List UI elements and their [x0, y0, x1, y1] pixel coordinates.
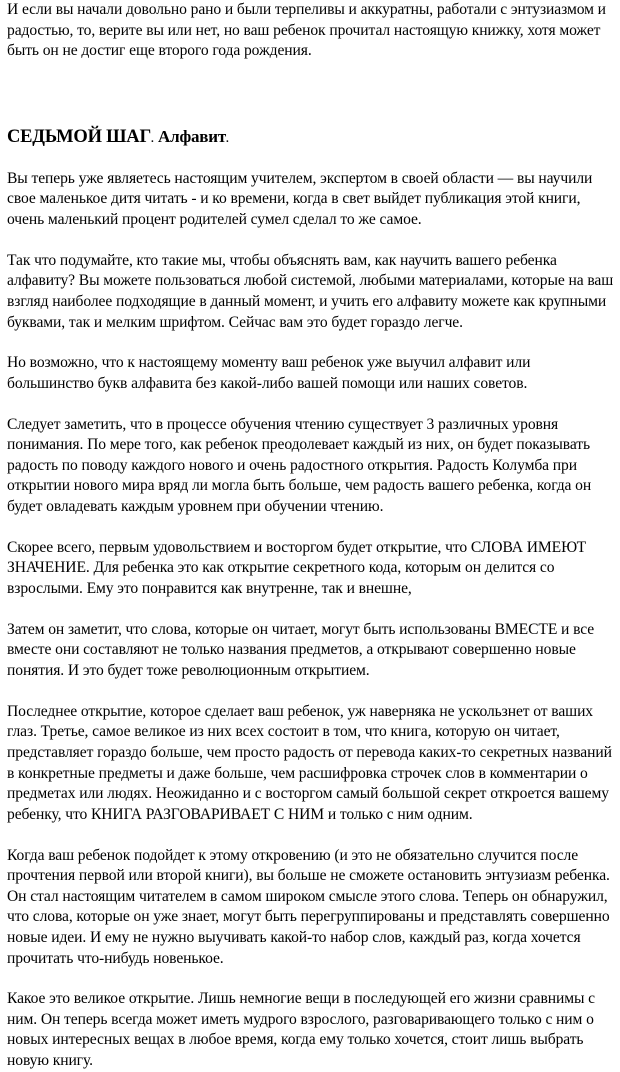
body-paragraph: Так что подумайте, кто такие мы, чтобы объяснять вам, как научить вашего ребенка алфавиту? Вы можете пользоваться любой системой, любыми материалами, которые на ваш взгляд наиболее подходящие в данный момент, и учить его алфавиту можете как крупными буквами, так и мелким шрифтом. Сейчас вам это будет гораздо легче. [7, 251, 614, 331]
section-heading [7, 126, 615, 150]
body-paragraph: Скорее всего, первым удовольствием и восторгом будет открытие, что СЛОВА ИМЕЮТ ЗНАЧЕНИЕ. Для ребенка это как открытие секретного кода, которым он делится со взрослыми. Ему это понравится как внутренне, так и внешне, [7, 538, 587, 598]
heading-subtitle: Алфавит [158, 126, 227, 146]
document-page [7, 0, 615, 1072]
body-paragraph: Какое это великое открытие. Лишь немногие вещи в последующей его жизни сравнимы с ним. Он теперь всегда может иметь мудрого взрослого, разговаривающего только с ним о новых интересных вещах в любое время, когда ему только хочется, стоит лишь выбрать новую книгу. [7, 990, 595, 1070]
heading-title: СЕДЬМОЙ ШАГ [7, 126, 152, 147]
intro-paragraph: И если вы начали довольно рано и были терпеливы и аккуратны, работали с энтузиазмом и радостью, то, верите вы или нет, но ваш ребенок прочитал настоящую книжку, хотя может быть он не достиг еще второго года рождения. [7, 1, 606, 60]
heading-dot: . [226, 132, 229, 145]
body-paragraph: Следует заметить, что в процессе обучения чтению существует 3 различных уровня понимания. По мере того, как ребенок преодолевает каждый из них, он будет показывать радость по поводу каждого нового и очень радостного открытия. Радость Колумба при открытии нового мира вряд ли могла быть больше, чем радость вашего ребенка, когда он будет овладевать каждым уровнем при обучении чтению. [7, 415, 592, 516]
body-paragraph: Затем он заметит, что слова, которые он читает, могут быть использованы ВМЕСТЕ и все вместе они составляют не только названия предметов, а открывают совершенно новые понятия. И это будет тоже революционным открытием. [7, 620, 595, 679]
body-paragraph: Последнее открытие, которое сделает ваш ребенок, уж наверняка не ускользнет от ваших глаз. Третье, самое великое из них всех состоит в том, что книга, которую он читает, представляет гораздо больше, чем просто радость от перевода каких-то секретных названий в конкретные предметы и даже больше, чем расшифровка строчек слов в комментарии о предметах или людях. Неожиданно и с восторгом самый большой секрет откроется вашему ребенку, что КНИГА РАЗГОВАРИВАЕТ С НИМ и только с ним одним. [7, 702, 612, 823]
body-paragraph: Но возможно, что к настоящему моменту ваш ребенок уже выучил алфавит или большинство букв алфавита без какой-либо вашей помощи или наших советов. [7, 354, 531, 392]
body-paragraph: Когда ваш ребенок подойдет к этому откровению (и это не обязательно случится после прочтения первой или второй книги), вы больше не сможете остановить энтузиазм ребенка. Он стал настоящим читателем в самом широком смысле этого слова. Теперь он обнаружил, что слова, которые он уже знает, могут быть перегруппированы и представлять совершенно новые идеи. И ему не нужно выучивать какой-то набор слов, каждый раз, когда хочется прочитать что-нибудь новенькое. [7, 846, 610, 967]
heading-dot: . [151, 132, 154, 145]
body-paragraph: Вы теперь уже являетесь настоящим учителем, экспертом в своей области — вы научили свое маленькое дитя читать - и ко времени, когда в свет выйдет публикация этой книги, очень маленький процент родителей сумел сделал то же самое. [7, 169, 593, 228]
